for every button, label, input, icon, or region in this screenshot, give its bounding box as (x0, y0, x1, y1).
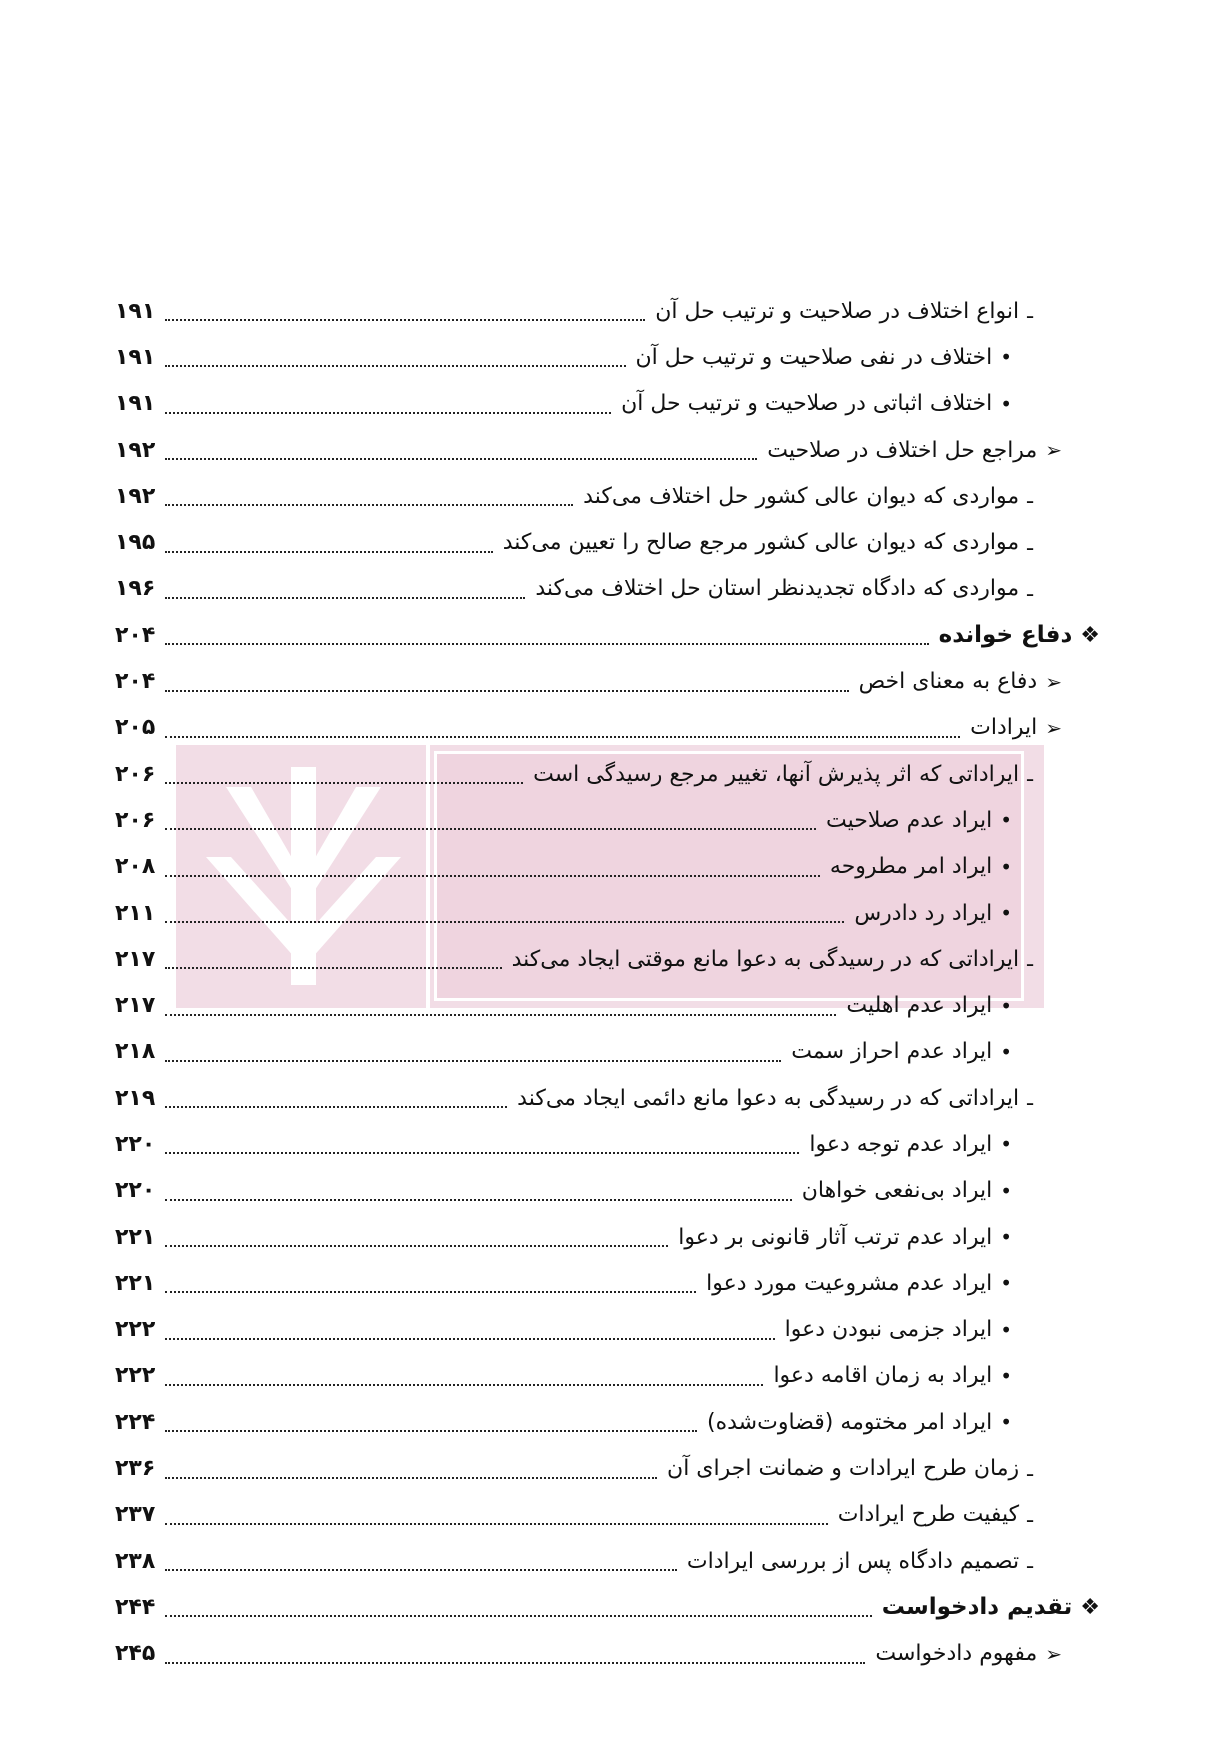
toc-entry-label (854, 901, 1012, 926)
toc-page-number: ۲۰۴ (115, 622, 156, 648)
toc-entry-title: مواردی که دادگاه تجدیدنظر استان حل اختلاف می‌کند (535, 576, 1020, 602)
toc-entry-label (846, 993, 1012, 1018)
toc-page-number: ۲۰۶ (115, 807, 156, 833)
toc-entry[interactable] (115, 890, 1100, 936)
toc-page-number: ۲۰۸ (115, 854, 156, 880)
dash-marker-icon: ـ (1027, 484, 1033, 509)
bullet-marker-icon: • (1000, 993, 1012, 1018)
toc-entry[interactable] (115, 844, 1100, 890)
toc-entry-title: زمان طرح ایرادات و ضمانت اجرای آن (667, 1456, 1020, 1482)
toc-entry-label (838, 1502, 1033, 1527)
toc-entry-title: ایراد عدم توجه دعوا (809, 1131, 993, 1157)
toc-entry-label (809, 1132, 1012, 1157)
dot-leader (165, 1060, 781, 1062)
toc-entry-label (970, 715, 1062, 740)
toc-page-number: ۲۲۱ (115, 1224, 156, 1250)
toc-entry[interactable] (115, 705, 1100, 751)
toc-entry-title: ایراد امر مختومه (قضاوت‌شده) (707, 1409, 993, 1435)
toc-entry-title: ایراد رد دادرس (854, 900, 993, 926)
toc-entry-title: ایراد بی‌نفعی خواهان (801, 1178, 993, 1204)
bullet-marker-icon: • (1000, 1039, 1012, 1064)
bullet-marker-icon: • (1000, 1317, 1012, 1342)
bullet-marker-icon: • (1000, 808, 1012, 833)
toc-entry[interactable] (115, 566, 1100, 612)
toc-page-number: ۱۹۱ (115, 344, 156, 370)
toc-entry-title: ایراداتی که اثر پذیرش آنها، تغییر مرجع رسیدگی است (533, 761, 1020, 787)
dot-leader (165, 1477, 657, 1479)
toc-entry-label (826, 808, 1012, 833)
dash-marker-icon: ـ (1027, 947, 1033, 972)
toc-entry[interactable] (115, 1075, 1100, 1121)
table-of-contents (115, 288, 1100, 1677)
arrow-marker-icon: ➢ (1045, 715, 1062, 740)
dot-leader (165, 875, 820, 877)
toc-entry-label (655, 299, 1033, 324)
bullet-marker-icon: • (1000, 1178, 1012, 1203)
dash-marker-icon: ـ (1027, 762, 1033, 787)
toc-entry-label (875, 1641, 1062, 1666)
bullet-marker-icon: • (1000, 1225, 1012, 1250)
toc-entry-label (535, 576, 1033, 601)
toc-page-number: ۲۴۵ (115, 1641, 156, 1667)
toc-entry[interactable] (115, 1492, 1100, 1538)
toc-entry-title: مفهوم دادخواست (875, 1641, 1038, 1667)
dot-leader (165, 690, 849, 692)
toc-entry-label (882, 1594, 1100, 1620)
toc-entry[interactable] (115, 1584, 1100, 1630)
toc-entry-title: ایراد عدم صلاحیت (825, 807, 993, 833)
toc-page-number: ۲۱۱ (115, 900, 156, 926)
bullet-marker-icon: • (1000, 854, 1012, 879)
toc-entry-label (503, 530, 1033, 555)
toc-entry[interactable] (115, 381, 1100, 427)
dash-marker-icon: ـ (1027, 1086, 1033, 1111)
bullet-marker-icon: • (1000, 1271, 1012, 1296)
toc-entry-title: اختلاف در نفی صلاحیت و ترتیب حل آن (635, 344, 993, 370)
dot-leader (165, 782, 523, 784)
toc-entry-title: دفاع خوانده (938, 622, 1073, 649)
toc-page-number: ۲۲۱ (115, 1270, 156, 1296)
diamond-marker-icon: ❖ (1080, 622, 1100, 648)
dot-leader (165, 643, 929, 645)
toc-entry[interactable] (115, 1307, 1100, 1353)
dash-marker-icon: ـ (1027, 1549, 1033, 1574)
dot-leader (165, 1338, 775, 1340)
dot-leader (165, 828, 816, 830)
dash-marker-icon: ـ (1027, 1456, 1033, 1481)
toc-entry-label (687, 1549, 1033, 1574)
toc-entry-title: ایراد عدم احراز سمت (791, 1039, 993, 1065)
arrow-marker-icon: ➢ (1045, 669, 1062, 694)
toc-page-number: ۲۲۲ (115, 1317, 156, 1343)
arrow-marker-icon: ➢ (1045, 438, 1062, 463)
toc-entry-title: ایراد عدم مشروعیت مورد دعوا (706, 1270, 993, 1296)
toc-page-number: ۲۱۹ (115, 1085, 156, 1111)
toc-entry-label (621, 391, 1012, 416)
toc-entry-label (533, 762, 1033, 787)
toc-entry[interactable] (115, 1631, 1100, 1677)
dot-leader (165, 1615, 872, 1617)
toc-entry-label (636, 345, 1012, 370)
toc-entry-label (707, 1410, 1012, 1435)
dot-leader (165, 1291, 696, 1293)
arrow-marker-icon: ➢ (1045, 1641, 1062, 1666)
toc-entry-label (785, 1317, 1012, 1342)
toc-page-number: ۲۳۷ (115, 1502, 156, 1528)
toc-entry-title: ایراداتی که در رسیدگی به دعوا مانع دائمی ایجاد می‌کند (517, 1085, 1020, 1111)
bullet-marker-icon: • (1000, 901, 1012, 925)
toc-entry-title: دفاع به معنای اخص (858, 669, 1038, 695)
dot-leader (165, 1523, 828, 1525)
toc-entry[interactable] (115, 1399, 1100, 1445)
toc-entry-title: مواردی که دیوان عالی کشور مرجع صالح را تعیین می‌کند (502, 530, 1020, 556)
toc-page-number: ۱۹۱ (115, 298, 156, 324)
toc-entry[interactable] (115, 612, 1100, 658)
toc-page-number: ۱۹۱ (115, 391, 156, 417)
dot-leader (165, 597, 525, 599)
toc-entry-label (939, 622, 1100, 648)
toc-entry-title: کیفیت طرح ایرادات (837, 1502, 1020, 1528)
toc-entry-label (678, 1225, 1012, 1250)
bullet-marker-icon: • (1000, 391, 1012, 416)
toc-page-number: ۲۱۷ (115, 946, 156, 972)
toc-entry-title: ایرادات (970, 715, 1038, 741)
toc-page-number: ۲۴۴ (115, 1594, 156, 1620)
toc-entry-label (767, 438, 1062, 463)
toc-entry-label (830, 854, 1012, 879)
dot-leader (165, 736, 960, 738)
toc-page-number: ۲۲۰ (115, 1131, 156, 1157)
bullet-marker-icon: • (1000, 1363, 1012, 1388)
toc-entry-title: تقدیم دادخواست (881, 1594, 1073, 1621)
toc-page-number: ۲۰۴ (115, 669, 156, 695)
toc-entry-label (791, 1039, 1012, 1064)
toc-page-number: ۲۲۲ (115, 1363, 156, 1389)
dot-leader (165, 319, 645, 321)
toc-entry[interactable] (115, 936, 1100, 982)
toc-entry[interactable] (115, 1353, 1100, 1399)
toc-entry[interactable] (115, 427, 1100, 473)
toc-entry[interactable] (115, 1445, 1100, 1491)
dot-leader (165, 1106, 507, 1108)
toc-entry-title: مراجع حل اختلاف در صلاحیت (767, 437, 1038, 463)
toc-entry[interactable] (115, 982, 1100, 1028)
dot-leader (165, 504, 573, 506)
toc-page-number: ۱۹۶ (115, 576, 156, 602)
dash-marker-icon: ـ (1027, 299, 1033, 324)
toc-entry[interactable] (115, 797, 1100, 843)
dot-leader (165, 412, 611, 414)
toc-entry-title: انواع اختلاف در صلاحیت و ترتیب حل آن (655, 298, 1020, 324)
bullet-marker-icon: • (1000, 1410, 1012, 1435)
toc-entry[interactable] (115, 334, 1100, 380)
toc-entry[interactable] (115, 1168, 1100, 1214)
toc-page-number: ۲۲۰ (115, 1178, 156, 1204)
toc-entry-label (859, 669, 1062, 694)
toc-entry-label (583, 484, 1033, 509)
toc-entry-title: ایراد عدم ترتب آثار قانونی بر دعوا (678, 1224, 993, 1250)
toc-entry[interactable] (115, 288, 1100, 334)
toc-entry-title: ایراد عدم اهلیت (846, 993, 993, 1019)
dash-marker-icon: ـ (1027, 1502, 1033, 1527)
dot-leader (165, 551, 493, 553)
toc-page-number: ۲۰۶ (115, 761, 156, 787)
toc-entry[interactable] (115, 1538, 1100, 1584)
toc-entry-label (706, 1271, 1012, 1296)
dot-leader (165, 1662, 865, 1664)
dot-leader (165, 921, 844, 923)
toc-entry[interactable] (115, 473, 1100, 519)
toc-entry-title: اختلاف اثباتی در صلاحیت و ترتیب حل آن (621, 391, 993, 417)
dot-leader (165, 1384, 763, 1386)
dot-leader (165, 1199, 792, 1201)
toc-entry-title: ایراد امر مطروحه (829, 854, 993, 880)
dash-marker-icon: ـ (1027, 530, 1033, 555)
toc-page-number: ۲۳۶ (115, 1456, 156, 1482)
bullet-marker-icon: • (1000, 1132, 1012, 1157)
toc-entry-title: تصمیم دادگاه پس از بررسی ایرادات (686, 1548, 1020, 1574)
toc-page-number: ۲۳۸ (115, 1548, 156, 1574)
toc-page-number: ۲۰۵ (115, 715, 156, 741)
toc-entry[interactable] (115, 1029, 1100, 1075)
toc-page-number: ۱۹۲ (115, 483, 156, 509)
toc-entry-label (512, 947, 1033, 972)
toc-entry[interactable] (115, 658, 1100, 704)
toc-page-number: ۲۱۸ (115, 1039, 156, 1065)
toc-entry[interactable] (115, 519, 1100, 565)
toc-page-number: ۱۹۲ (115, 437, 156, 463)
toc-entry[interactable] (115, 1214, 1100, 1260)
toc-page-number: ۱۹۵ (115, 530, 156, 556)
toc-entry[interactable] (115, 1260, 1100, 1306)
toc-page-number: ۲۲۴ (115, 1409, 156, 1435)
toc-page-number: ۲۱۷ (115, 993, 156, 1019)
dot-leader (165, 458, 757, 460)
toc-entry-label (802, 1178, 1012, 1203)
toc-entry-title: ایراداتی که در رسیدگی به دعوا مانع موقتی ایجاد می‌کند (511, 946, 1020, 972)
diamond-marker-icon: ❖ (1080, 1594, 1100, 1620)
toc-entry-title: مواردی که دیوان عالی کشور حل اختلاف می‌کند (583, 483, 1020, 509)
dash-marker-icon: ـ (1027, 576, 1033, 601)
dot-leader (165, 1245, 668, 1247)
dot-leader (165, 1569, 677, 1571)
dot-leader (165, 1430, 697, 1432)
dot-leader (165, 1152, 799, 1154)
toc-entry-label (517, 1086, 1033, 1111)
dot-leader (165, 1014, 836, 1016)
dot-leader (165, 967, 502, 969)
toc-entry-label (667, 1456, 1033, 1481)
bullet-marker-icon: • (1000, 345, 1012, 370)
toc-entry-title: ایراد جزمی نبودن دعوا (784, 1317, 993, 1343)
dot-leader (165, 365, 626, 367)
toc-entry-label (773, 1363, 1012, 1388)
toc-entry-title: ایراد به زمان اقامه دعوا (773, 1363, 993, 1389)
toc-entry[interactable] (115, 751, 1100, 797)
toc-entry[interactable] (115, 1121, 1100, 1167)
